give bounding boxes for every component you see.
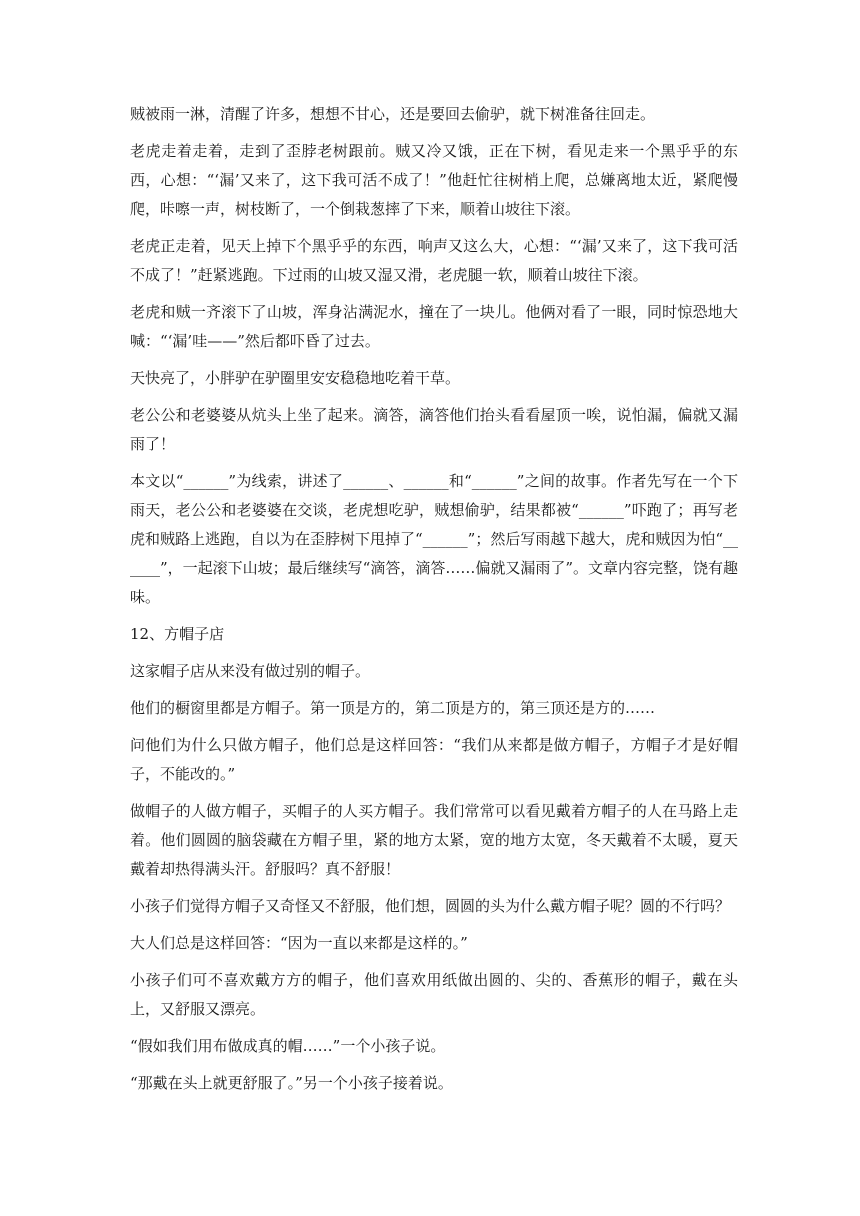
paragraph-wearing-square-hats: 做帽子的人做方帽子，买帽子的人买方帽子。我们常常可以看见戴着方帽子的人在马路上走着。他们圆圆的脑袋藏在方帽子里，紧的地方太紧，宽的地方太宽，冬天戴着不太暖，夏天戴着却热得满头汗。舒服吗？真不舒服！ [130,802,738,878]
paragraph-fill-in-exercise: 本文以“______”为线索，讲述了______、______和“______”之间的故事。作者先写在一个下雨天，老公公和老婆婆在交谈，老虎想吃驴，贼想偷驴，结果都被“______”吓跑了；再写老虎和贼路上逃跑，自以为在歪脖树下甩掉了“______”；然后写雨越下越大，虎和贼因为怕“______”，一起滚下山坡；最后继续写“滴答，滴答……偏就又漏雨了”。文章内容完整，饶有趣味。 [130,472,739,606]
paragraph-dawn: 天快亮了，小胖驴在驴圈里安安稳稳地吃着干草。 [130,369,461,387]
section-heading-square-hat-shop: 12、方帽子店 [130,625,225,643]
paragraph-tiger-flees: 老虎正走着，见天上掉下个黑乎乎的东西，响声又这么大，心想：“‘漏’又来了，这下我可活不成了！”赶紧逃跑。下过雨的山坡又湿又滑，老虎腿一软，顺着山坡往下滚。 [130,237,738,284]
paragraph-tiger-reaches-tree: 老虎走着走着，走到了歪脖老树跟前。贼又冷又饿，正在下树，看见走来一个黑乎乎的东西，心想：“‘漏’又来了，这下我可活不成了！”他赶忙往树梢上爬，总嫌离地太近，紧爬慢爬，咔嚓一声，树枝断了，一个倒栽葱摔了下来，顺着山坡往下滚。 [130,142,738,218]
paragraph-shop-intro: 这家帽子店从来没有做过别的帽子。 [130,662,371,680]
paragraph-children-wonder: 小孩子们觉得方帽子又奇怪又不舒服，他们想，圆圆的头为什么戴方帽子呢？圆的不行吗？ [130,897,731,915]
paragraph-shop-window: 他们的橱窗里都是方帽子。第一顶是方的，第二顶是方的，第三顶还是方的…… [130,699,656,717]
paragraph-paper-hats: 小孩子们可不喜欢戴方方的帽子，他们喜欢用纸做出圆的、尖的、香蕉形的帽子，戴在头上，又舒服又漂亮。 [130,971,738,1018]
paragraph-child-two-says: “那戴在头上就更舒服了。”另一个小孩子接着说。 [130,1074,453,1092]
paragraph-why-square: 问他们为什么只做方帽子，他们总是这样回答：“我们从来都是做方帽子，方帽子才是好帽子，不能改的。” [130,736,738,783]
paragraph-tiger-and-thief-collide: 老虎和贼一齐滚下了山坡，浑身沾满泥水，撞在了一块儿。他俩对看了一眼，同时惊恐地大喊：“‘漏’哇——”然后都吓昏了过去。 [130,303,738,350]
paragraph-adults-answer: 大人们总是这样回答：“因为一直以来都是这样的。” [130,934,468,952]
paragraph-thief-sobered: 贼被雨一淋，清醒了许多，想想不甘心，还是要回去偷驴，就下树准备往回走。 [130,105,656,123]
paragraph-child-one-says: “假如我们用布做成真的帽……”一个小孩子说。 [130,1037,446,1055]
paragraph-old-couple: 老公公和老婆婆从炕头上坐了起来。滴答，滴答他们抬头看看屋顶一唉，说怕漏，偏就又漏雨了！ [130,406,738,453]
